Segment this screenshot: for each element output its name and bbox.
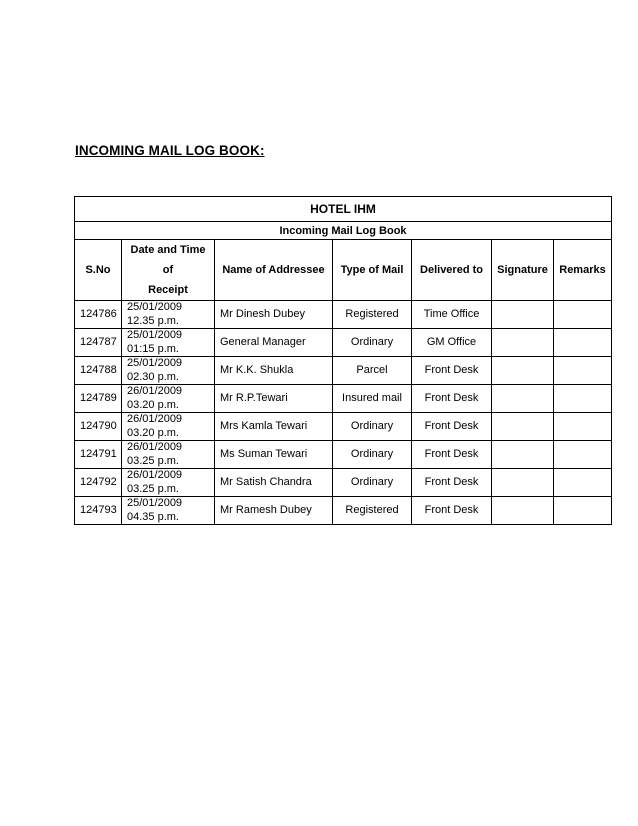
cell-signature bbox=[492, 469, 554, 497]
cell-mail-type: Insured mail bbox=[333, 385, 412, 413]
cell-date-time bbox=[122, 469, 215, 497]
cell-date-time bbox=[122, 497, 215, 525]
log-book-subtitle-row bbox=[75, 222, 612, 240]
cell-date: 26/01/2009 bbox=[127, 385, 183, 397]
document-title: INCOMING MAIL LOG BOOK: bbox=[75, 143, 265, 158]
cell-date: 25/01/2009 bbox=[127, 357, 183, 369]
cell-time: 01:15 p.m. bbox=[127, 342, 179, 355]
cell-sno: 124792 bbox=[75, 469, 122, 497]
header-sno: S.No bbox=[75, 240, 122, 301]
table-row bbox=[75, 469, 612, 497]
table-row bbox=[75, 413, 612, 441]
cell-date-time bbox=[122, 329, 215, 357]
header-remarks: Remarks bbox=[554, 240, 612, 301]
cell-remarks bbox=[554, 497, 612, 525]
cell-time: 03.25 p.m. bbox=[127, 482, 179, 495]
cell-signature bbox=[492, 385, 554, 413]
cell-date: 25/01/2009 bbox=[127, 497, 183, 509]
cell-remarks bbox=[554, 329, 612, 357]
cell-sno: 124793 bbox=[75, 497, 122, 525]
cell-delivered-to: Front Desk bbox=[412, 441, 492, 469]
cell-date: 25/01/2009 bbox=[127, 329, 183, 341]
cell-signature bbox=[492, 497, 554, 525]
cell-remarks bbox=[554, 301, 612, 329]
table-row bbox=[75, 497, 612, 525]
cell-time: 03.25 p.m. bbox=[127, 454, 179, 467]
cell-date-time bbox=[122, 301, 215, 329]
cell-date: 26/01/2009 bbox=[127, 441, 183, 453]
header-type: Type of Mail bbox=[333, 240, 412, 301]
header-date-time bbox=[122, 240, 215, 301]
cell-mail-type: Registered bbox=[333, 497, 412, 525]
cell-signature bbox=[492, 413, 554, 441]
cell-date: 25/01/2009 bbox=[127, 301, 183, 313]
cell-addressee: Mrs Kamla Tewari bbox=[215, 413, 333, 441]
cell-remarks bbox=[554, 441, 612, 469]
cell-remarks bbox=[554, 413, 612, 441]
cell-addressee: Mr K.K. Shukla bbox=[215, 357, 333, 385]
cell-delivered-to: Front Desk bbox=[412, 469, 492, 497]
header-signature: Signature bbox=[492, 240, 554, 301]
table-row bbox=[75, 385, 612, 413]
cell-signature bbox=[492, 329, 554, 357]
cell-mail-type: Parcel bbox=[333, 357, 412, 385]
cell-date: 26/01/2009 bbox=[127, 469, 183, 481]
cell-addressee: Ms Suman Tewari bbox=[215, 441, 333, 469]
cell-addressee: Mr Dinesh Dubey bbox=[215, 301, 333, 329]
cell-time: 03.20 p.m. bbox=[127, 398, 179, 411]
cell-signature bbox=[492, 441, 554, 469]
log-book-subtitle: Incoming Mail Log Book bbox=[75, 222, 612, 240]
cell-date-time bbox=[122, 413, 215, 441]
cell-sno: 124791 bbox=[75, 441, 122, 469]
cell-sno: 124788 bbox=[75, 357, 122, 385]
table-row bbox=[75, 329, 612, 357]
cell-remarks bbox=[554, 469, 612, 497]
cell-remarks bbox=[554, 357, 612, 385]
cell-delivered-to: Front Desk bbox=[412, 413, 492, 441]
cell-signature bbox=[492, 301, 554, 329]
header-addressee: Name of Addressee bbox=[215, 240, 333, 301]
cell-delivered-to: Time Office bbox=[412, 301, 492, 329]
cell-signature bbox=[492, 357, 554, 385]
cell-sno: 124787 bbox=[75, 329, 122, 357]
cell-time: 02.30 p.m. bbox=[127, 370, 179, 383]
cell-mail-type: Ordinary bbox=[333, 441, 412, 469]
header-delivered: Delivered to bbox=[412, 240, 492, 301]
cell-time: 03.20 p.m. bbox=[127, 426, 179, 439]
cell-addressee: Mr Ramesh Dubey bbox=[215, 497, 333, 525]
cell-addressee: Mr Satish Chandra bbox=[215, 469, 333, 497]
table-row bbox=[75, 301, 612, 329]
cell-date-time bbox=[122, 357, 215, 385]
cell-mail-type: Registered bbox=[333, 301, 412, 329]
cell-date-time bbox=[122, 385, 215, 413]
cell-addressee: Mr R.P.Tewari bbox=[215, 385, 333, 413]
cell-delivered-to: Front Desk bbox=[412, 497, 492, 525]
cell-date-time bbox=[122, 441, 215, 469]
table-row bbox=[75, 441, 612, 469]
cell-time: 04.35 p.m. bbox=[127, 510, 179, 523]
cell-sno: 124786 bbox=[75, 301, 122, 329]
cell-mail-type: Ordinary bbox=[333, 413, 412, 441]
cell-delivered-to: GM Office bbox=[412, 329, 492, 357]
header-date-line2: Receipt bbox=[148, 284, 188, 296]
mail-log-table bbox=[74, 196, 612, 525]
cell-sno: 124790 bbox=[75, 413, 122, 441]
column-header-row bbox=[75, 240, 612, 301]
table-row bbox=[75, 357, 612, 385]
cell-sno: 124789 bbox=[75, 385, 122, 413]
cell-addressee: General Manager bbox=[215, 329, 333, 357]
cell-time: 12.35 p.m. bbox=[127, 314, 179, 327]
cell-date: 26/01/2009 bbox=[127, 413, 183, 425]
cell-mail-type: Ordinary bbox=[333, 469, 412, 497]
cell-mail-type: Ordinary bbox=[333, 329, 412, 357]
cell-delivered-to: Front Desk bbox=[412, 357, 492, 385]
header-date-line1: Date and Time of bbox=[130, 244, 206, 276]
hotel-name: HOTEL IHM bbox=[75, 197, 612, 222]
cell-remarks bbox=[554, 385, 612, 413]
hotel-name-row bbox=[75, 197, 612, 222]
cell-delivered-to: Front Desk bbox=[412, 385, 492, 413]
